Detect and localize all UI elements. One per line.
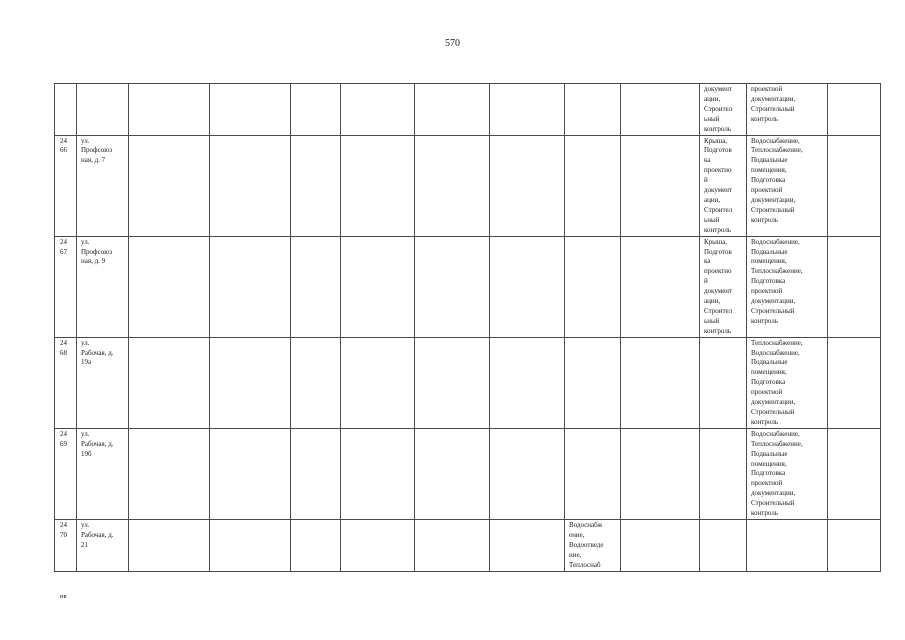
table-cell [129,84,210,136]
table-cell [129,337,210,428]
row-number-cell [55,84,77,136]
works-cell [565,337,621,428]
works-cell: проектной документации, Строительный контроль [747,84,828,136]
works-cell: Водоснабжение, Теплоснабжение, Подвальные помещения, Подготовка проектной документации, Строительный контроль [747,428,828,519]
table-cell [621,236,700,337]
table-cell [490,428,565,519]
works-cell [565,428,621,519]
table-cell [415,84,490,136]
address-cell [77,84,129,136]
works-cell: Водоснабжение, Теплоснабжение, Подвальные помещения, Подготовка проектной документации, Строительный контроль [747,135,828,236]
table-cell [210,84,291,136]
table-cell [129,236,210,337]
table-cell [210,135,291,236]
table-cell [415,519,490,571]
table-cell [490,337,565,428]
works-cell [565,135,621,236]
table-cell [341,519,415,571]
row-number-cell: 24 70 [55,519,77,571]
table-row [55,428,881,519]
table-cell [341,428,415,519]
works-cell: Водоснабжение, Подвальные помещения, Теплоснабжение, Подготовка проектной документации, Строительный контроль [747,236,828,337]
table-cell [490,519,565,571]
footer-mark: нв [60,593,67,600]
row-number-cell: 24 66 [55,135,77,236]
table-cell [621,84,700,136]
table-cell [129,135,210,236]
page-number: 570 [445,38,460,49]
table-cell [291,135,341,236]
table-cell [129,519,210,571]
works-cell: Водоснабж ение, Водоотведе ние, Теплоснаб [565,519,621,571]
table-cell [129,428,210,519]
works-cell [747,519,828,571]
table-cell [828,337,881,428]
table-cell [291,519,341,571]
works-cell: Крыша, Подготов ка проектно й документ ации, Строител ьный контроль [700,135,747,236]
address-cell: ул. Рабочая, д. 19а [77,337,129,428]
table-cell [210,236,291,337]
table-cell [291,428,341,519]
works-cell: Крыша, Подготов ка проектно й документ ации, Строител ьный контроль [700,236,747,337]
table-row [55,236,881,337]
table-cell [621,519,700,571]
address-cell: ул. Рабочая, д. 21 [77,519,129,571]
works-cell [565,236,621,337]
row-number-cell: 24 68 [55,337,77,428]
address-cell: ул. Рабочая, д. 19б [77,428,129,519]
works-cell [565,84,621,136]
table-cell [341,135,415,236]
table-cell [828,84,881,136]
table-cell [415,337,490,428]
works-cell [700,337,747,428]
table-cell [415,135,490,236]
table-cell [490,135,565,236]
table-cell [828,236,881,337]
address-cell: ул. Профсоюз ная, д. 9 [77,236,129,337]
table-cell [210,337,291,428]
table-cell [341,84,415,136]
row-number-cell: 24 69 [55,428,77,519]
table-cell [415,428,490,519]
table-cell [621,337,700,428]
works-cell [700,519,747,571]
table-cell [341,236,415,337]
table-cell [621,428,700,519]
table-cell [210,519,291,571]
table-row [55,84,881,136]
table-cell [828,135,881,236]
table-row [55,337,881,428]
table-cell [490,84,565,136]
table-row [55,135,881,236]
table-cell [828,519,881,571]
table-cell [341,337,415,428]
table-cell [291,337,341,428]
works-cell: Теплоснабжение, Водоснабжение, Подвальные помещения, Подготовка проектной документации, Строительный контроль [747,337,828,428]
address-cell: ул. Профсоюз ная, д. 7 [77,135,129,236]
row-number-cell: 24 67 [55,236,77,337]
table-cell [828,428,881,519]
table-cell [291,236,341,337]
table-cell [291,84,341,136]
works-table [54,83,881,572]
table-cell [490,236,565,337]
works-cell [700,428,747,519]
works-cell: документ ации, Строител ьный контроль [700,84,747,136]
table-cell [415,236,490,337]
table-cell [210,428,291,519]
table-cell [621,135,700,236]
table-row [55,519,881,571]
